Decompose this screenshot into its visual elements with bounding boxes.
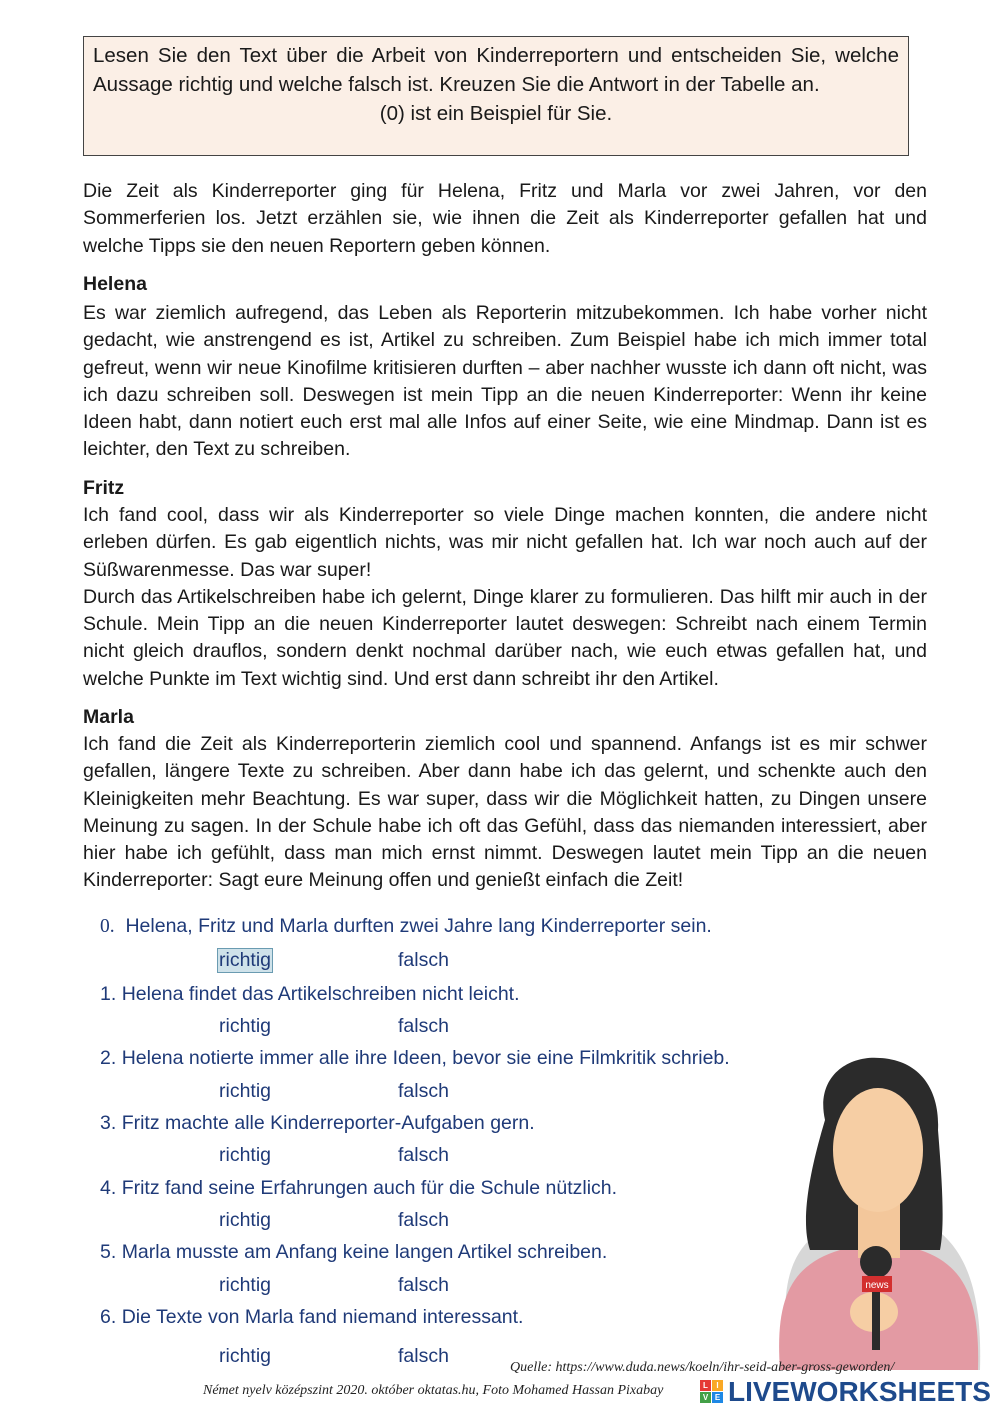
question-number: 0. [100,916,115,937]
answer-falsch-3[interactable]: falsch [398,1144,449,1166]
source-citation: Quelle: https://www.duda.news/koeln/ihr-seid-aber-gross-geworden/ [510,1360,895,1375]
logo-text: LIVEWORKSHEETS [728,1376,991,1407]
question-number: 5. [100,1241,117,1263]
fritz-paragraph-1: Ich fand cool, dass wir als Kinderreporter so viele Dinge machen konnten, die andere nicht erleben dürfen. Es gab eigentlich nichts, was mir nicht gefallen hat. Ich war noch auch auf der Süßwarenmesse. Das war super! [83,504,927,581]
answer-richtig-6[interactable]: richtig [219,1345,272,1367]
logo-tile: E [712,1392,723,1403]
question-text: Helena, Fritz und Marla durften zwei Jahre lang Kinderreporter sein. [125,915,712,937]
question-number: 1. [100,983,117,1005]
liveworksheets-logo [700,1376,991,1408]
answer-falsch-5[interactable]: falsch [398,1274,449,1296]
marla-paragraph: Ich fand die Zeit als Kinderreporterin ziemlich cool und spannend. Anfangs ist es mir schwer gefallen, längere Texte zu schreiben. Aber dann habe ich das gelernt, und schenkte auch den Kleinigkeiten mehr Beachtung. Es war super, dass wir die Möglichkeit hatten, zu Dingen unsere Meinung zu sagen. In der Schule habe ich oft das Gefühl, dass das niemanden interessiert, aber hier habe ich gefühlt, dass man mich ernst nimmt. Deswegen lautet mein Tipp an die neuen Kinderreporter: Sagt eure Meinung offen und genießt einfach die Zeit! [83,733,927,892]
question-number: 3. [100,1112,117,1134]
question-4 [100,1177,617,1200]
question-3 [100,1112,535,1135]
logo-tile: V [700,1392,711,1403]
answer-richtig-1[interactable]: richtig [219,1015,272,1037]
intro-paragraph: Die Zeit als Kinderreporter ging für Helena, Fritz und Marla vor zwei Jahren, vor den Sommerferien los. Jetzt erzählen sie, wie ihnen die Zeit als Kinderreporter gefallen hat und welche Tipps sie den neuen Reportern geben können. [83,180,927,257]
section-name-helena: Helena [83,273,147,295]
answer-richtig-4[interactable]: richtig [219,1209,272,1231]
question-0 [100,915,712,938]
answer-falsch-4[interactable]: falsch [398,1209,449,1231]
answer-richtig-5[interactable]: richtig [219,1274,272,1296]
answer-falsch-1[interactable]: falsch [398,1015,449,1037]
section-text-marla [83,731,927,895]
logo-icon [700,1380,724,1404]
question-text: Fritz fand seine Erfahrungen auch für die Schule nützlich. [121,1177,618,1199]
fritz-paragraph-2: Durch das Artikelschreiben habe ich gelernt, Dinge klarer zu formulieren. Das hilft mir auch in der Schule. Mein Tipp an die neuen Kinderreporter lautet deswegen: Schreibt nach einem Termin nicht gleich drauflos, sondern denkt nochmal darüber nach, wie euch etwas gefallen hat, und welche Punkte im Text wichtig sind. Und erst dann schreibt ihr den Artikel. [83,585,927,690]
question-1 [100,983,520,1006]
question-number: 6. [100,1306,117,1328]
logo-tile: I [712,1380,723,1391]
helena-paragraph: Es war ziemlich aufregend, das Leben als Reporterin mitzubekommen. Ich habe vorher nicht gedacht, wie anstrengend es ist, Artikel zu schreiben. Zum Beispiel habe ich mich immer total gefreut, wenn wir neue Kinofilme kritisieren durften – aber nachher wusste ich dann oft nicht, was ich dazu schreiben soll. Deswegen ist mein Tipp an die neuen Kinderreporter: Wenn ihr keine Ideen habt, dann notiert euch erst mal alle Infos auf einer Seite, wie eine Mindmap. Dann ist es leichter, den Text zu schreiben. [83,302,927,461]
instructions-text: Lesen Sie den Text über die Arbeit von Kinderreportern und entscheiden Sie, welche Aussage richtig und welche falsch ist. Kreuzen Sie die Antwort in der Tabelle an. [93,44,899,96]
section-text-fritz [83,502,927,693]
question-number: 4. [100,1177,117,1199]
question-5 [100,1241,607,1264]
answer-richtig-3[interactable]: richtig [219,1144,272,1166]
question-2 [100,1047,730,1070]
answer-richtig-0[interactable]: richtig [219,949,272,971]
question-6 [100,1306,523,1329]
question-text: Die Texte von Marla fand niemand interessant. [121,1306,524,1328]
answer-falsch-0[interactable]: falsch [398,949,449,971]
section-name-marla: Marla [83,706,134,728]
question-number: 2. [100,1047,117,1069]
section-text-helena [83,300,927,464]
answer-falsch-6[interactable]: falsch [398,1345,449,1367]
answer-falsch-2[interactable]: falsch [398,1080,449,1102]
example-note: (0) ist ein Beispiel für Sie. [379,102,613,125]
question-text: Marla musste am Anfang keine langen Artikel schreiben. [121,1241,608,1263]
answer-richtig-2[interactable]: richtig [219,1080,272,1102]
question-text: Helena notierte immer alle ihre Ideen, bevor sie eine Filmkritik schrieb. [121,1047,730,1069]
question-text: Helena findet das Artikelschreiben nicht leicht. [121,983,520,1005]
section-name-fritz: Fritz [83,477,125,499]
reporter-illustration [770,1050,985,1370]
instructions-box [83,36,909,156]
microphone-head [860,1246,892,1278]
question-text: Fritz machte alle Kinderreporter-Aufgaben gern. [121,1112,535,1134]
credit-line: Német nyelv középszint 2020. október oktatas.hu, Foto Mohamed Hassan Pixabay [203,1383,664,1398]
face-shape [833,1088,923,1212]
microphone-label: news [865,1280,889,1291]
logo-tile: L [700,1380,711,1391]
